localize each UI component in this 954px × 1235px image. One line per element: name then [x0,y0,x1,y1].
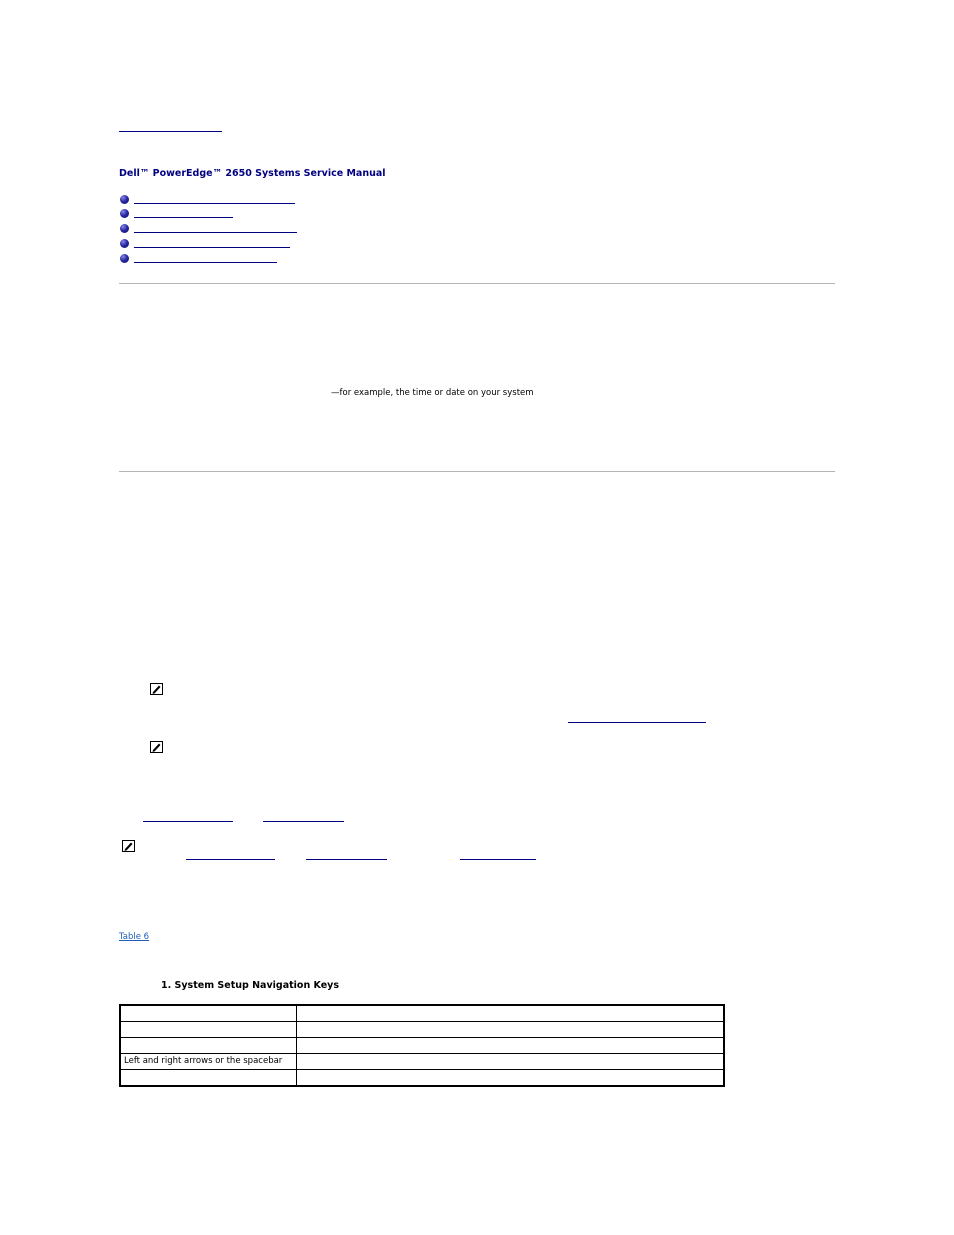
intro-text-fragment: —for example, the time or date on your system [331,388,534,398]
table-cell [120,1070,297,1087]
table-row [120,1022,724,1038]
inline-link-a[interactable] [568,722,706,723]
toc-bullet-icon [120,239,129,248]
table-row [120,1070,724,1087]
toc-bullet-icon [120,224,129,233]
table-caption: 1. System Setup Navigation Keys [161,980,340,991]
toc-bullet-icon [120,195,129,204]
note-pencil-icon [122,840,135,852]
table-cell: Left and right arrows or the spacebar [120,1054,297,1070]
inline-link-c[interactable] [263,821,344,822]
table-row [120,1005,724,1022]
inline-link-f[interactable] [460,859,536,860]
table-cell [297,1038,725,1054]
table-cell [297,1005,725,1022]
table-cell [120,1038,297,1054]
table-row [120,1054,724,1070]
toc-link-3[interactable] [134,232,297,233]
inline-link-e[interactable] [306,859,387,860]
toc-bullet-icon [120,254,129,263]
toc-link-2[interactable] [134,217,233,218]
toc-bullet-icon [120,209,129,218]
section-divider [119,283,835,284]
table-cell [120,1022,297,1038]
toc-link-4[interactable] [134,247,290,248]
inline-link-d[interactable] [186,859,275,860]
toc-link-1[interactable] [134,203,295,204]
inline-link-b[interactable] [143,821,233,822]
page-title: Dell™ PowerEdge™ 2650 Systems Service Manual [119,168,386,179]
note-pencil-icon [150,741,163,753]
table-row [120,1038,724,1054]
table-cell [120,1005,297,1022]
table-cell [297,1070,725,1087]
table-cell [297,1022,725,1038]
section-divider [119,471,835,472]
table-6-link[interactable]: Table 6 [119,932,150,942]
toc-link-5[interactable] [134,262,277,263]
back-to-contents-link[interactable] [119,131,222,132]
note-pencil-icon [150,683,163,695]
table-cell [297,1054,725,1070]
navigation-keys-table [119,1004,725,1087]
